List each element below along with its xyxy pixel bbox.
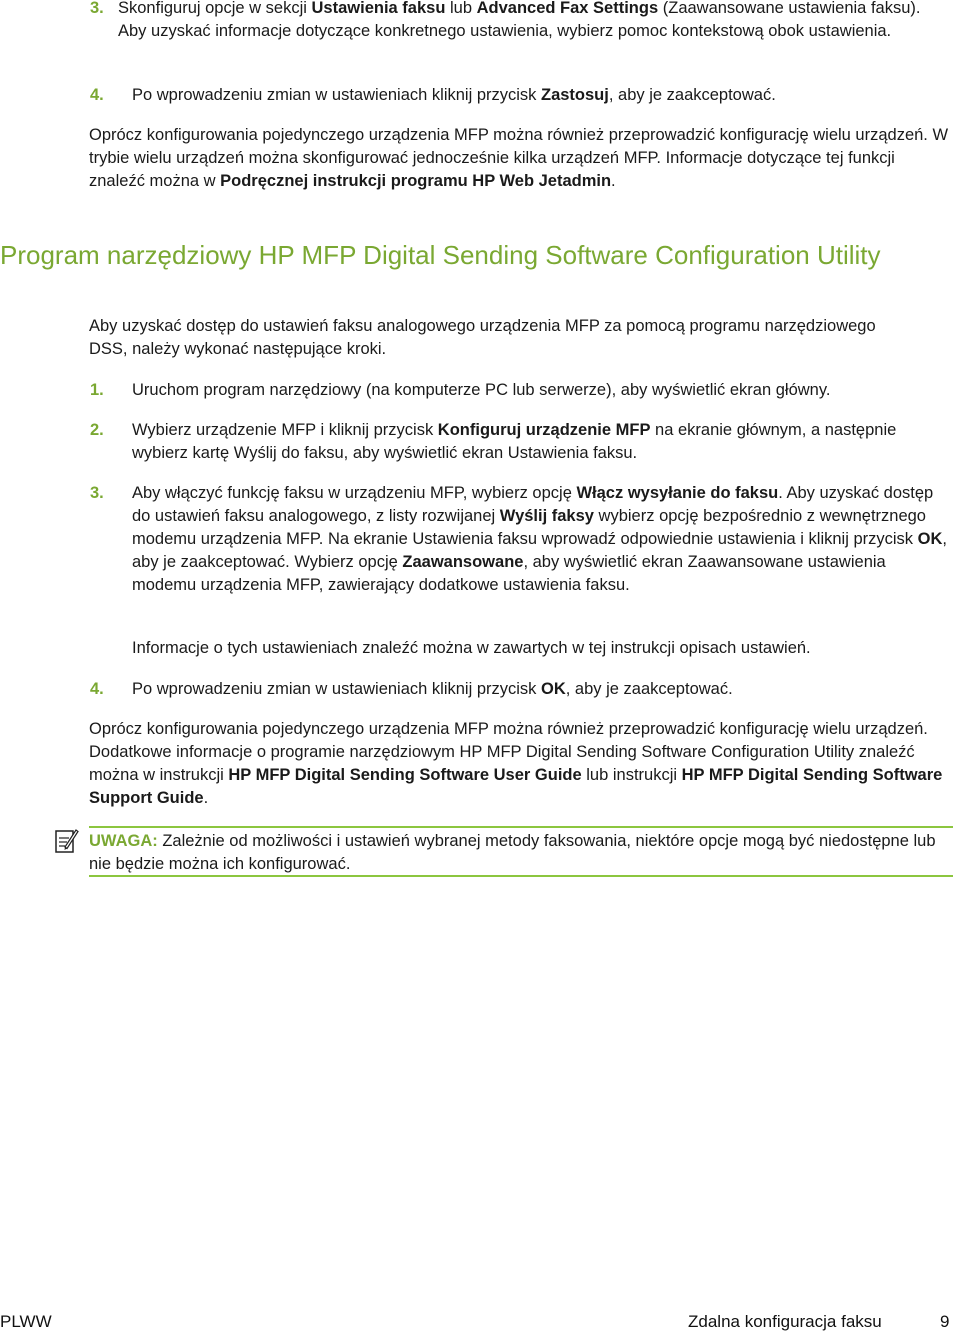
intro-paragraph: Aby uzyskać dostęp do ustawień faksu analogowego urządzenia MFP za pomocą programu narzędziowego DSS, należy wykonać następujące kroki. bbox=[89, 317, 876, 358]
step-text: Aby włączyć funkcję faksu w urządzeniu MFP, wybierz opcję Włącz wysyłanie do faksu. Aby uzyskać dostęp do ustawień faksu analogowego, z listy rozwijanej Wyślij faksy wybierz opcję bezpośrednio z wewnętrznego modemu urządzenia MFP. Na ekranie Ustawienia faksu wprowadź odpowiednie ustawienia i kliknij przycisk OK, aby je zaakceptować. Wybierz opcję Zaawansowane, aby wyświetlić ekran Zaawansowane ustawienia modemu urządzenia MFP, zawierający dodatkowe ustawienia faksu. bbox=[132, 484, 947, 594]
step-subparagraph: Informacje o tych ustawieniach znaleźć można w zawartych w tej instrukcji opisach ustawień. bbox=[132, 639, 811, 657]
section-heading: Program narzędziowy HP MFP Digital Sending Software Configuration Utility bbox=[0, 240, 881, 270]
step-number: 3. bbox=[90, 484, 104, 502]
paragraph-multi-device: Oprócz konfigurowania pojedynczego urządzenia MFP można również przeprowadzić konfigurację wielu urządzeń. W trybie wielu urządzeń można skonfigurować jednocześnie kilka urządzeń MFP. Informacje dotyczące tej funkcji znaleźć można w Podręcznej instrukcji programu HP Web Jetadmin. bbox=[89, 126, 949, 190]
step-text: Po wprowadzeniu zmian w ustawieniach kliknij przycisk Zastosuj, aby je zaakceptować. bbox=[132, 86, 776, 104]
paragraph-dss-info: Oprócz konfigurowania pojedynczego urządzenia MFP można również przeprowadzić konfigurację wielu urządzeń. Dodatkowe informacje o programie narzędziowym HP MFP Digital Sending Software Configuration Utility znaleźć można w instrukcji HP MFP Digital Sending Software User Guide lub instrukcji HP MFP Digital Sending Software Support Guide. bbox=[89, 720, 943, 807]
step-number: 2. bbox=[90, 421, 104, 439]
step-text: Uruchom program narzędziowy (na komputerze PC lub serwerze), aby wyświetlić ekran główny. bbox=[132, 381, 831, 399]
note-text: UWAGA: Zależnie od możliwości i ustawień wybranej metody faksowania, niektóre opcje mogą być niedostępne lub nie będzie można ich konfigurować. bbox=[89, 832, 936, 873]
step-text: Skonfiguruj opcje w sekcji Ustawienia faksu lub Advanced Fax Settings (Zaawansowane ustawienia faksu). Aby uzyskać informacje dotyczące konkretnego ustawienia, wybierz pomoc kontekstową obok ustawienia. bbox=[118, 0, 921, 40]
step-number: 4. bbox=[90, 86, 104, 104]
step-number: 3. bbox=[90, 0, 104, 17]
step-text: Wybierz urządzenie MFP i kliknij przycisk Konfiguruj urządzenie MFP na ekranie głównym, a następnie wybierz kartę Wyślij do faksu, aby wyświetlić ekran Ustawienia faksu. bbox=[132, 421, 897, 462]
footer-left: PLWW bbox=[0, 1312, 52, 1331]
step-number: 1. bbox=[90, 381, 104, 399]
step-text: Po wprowadzeniu zmian w ustawieniach kliknij przycisk OK, aby je zaakceptować. bbox=[132, 680, 733, 698]
note-icon bbox=[55, 828, 79, 854]
step-number: 4. bbox=[90, 680, 104, 698]
note-bottom-rule bbox=[89, 875, 953, 877]
note-top-rule bbox=[89, 826, 953, 828]
footer-title: Zdalna konfiguracja faksu bbox=[688, 1312, 882, 1331]
page-number: 9 bbox=[940, 1312, 950, 1331]
